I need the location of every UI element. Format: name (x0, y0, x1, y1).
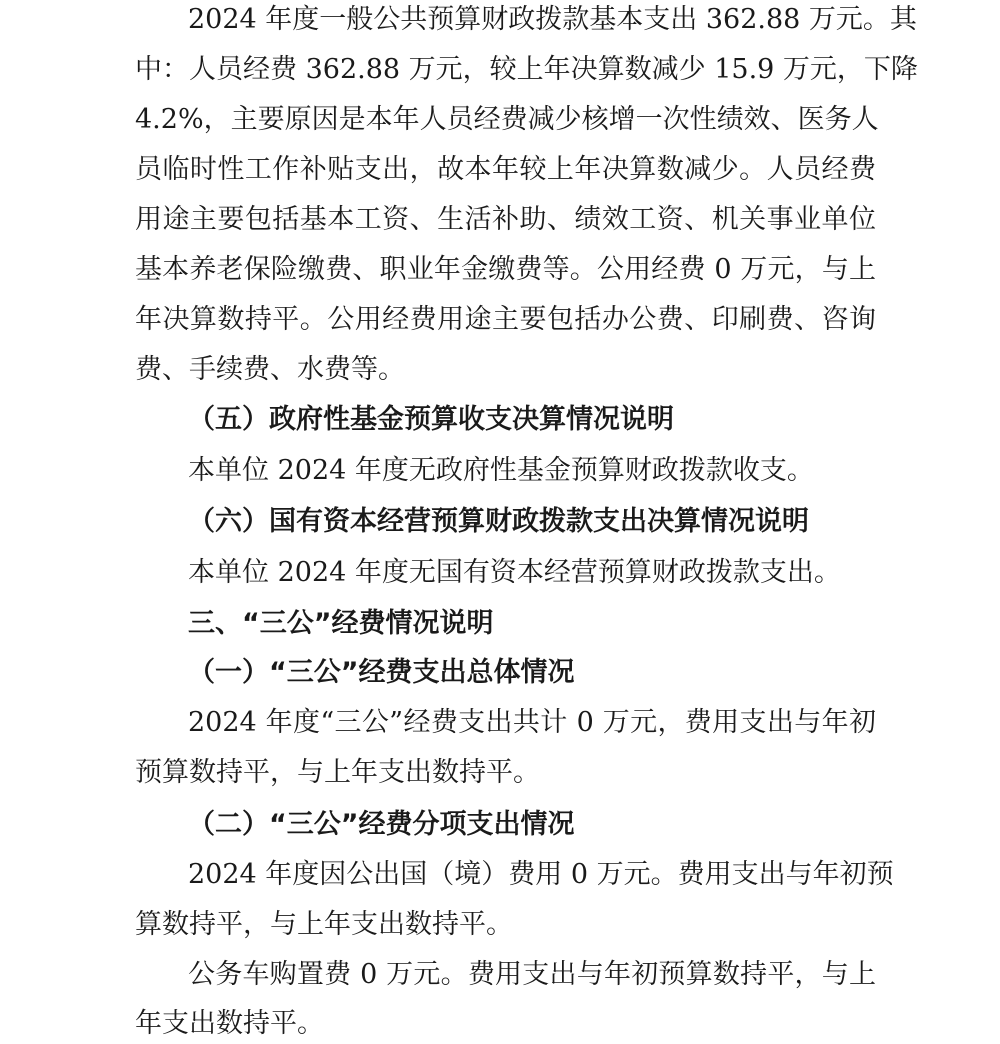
section-heading: （五）政府性基金预算收支决算情况说明 (188, 404, 674, 435)
section-heading: （一）“三公”经费支出总体情况 (188, 657, 575, 688)
paragraph-line: 年支出数持平。 (135, 1008, 324, 1039)
paragraph-line: 基本养老保险缴费、职业年金缴费等。公用经费 0 万元，与上 (135, 254, 876, 285)
paragraph-line: 2024 年度“三公”经费支出共计 0 万元，费用支出与年初 (188, 707, 876, 738)
paragraph-line: 员临时性工作补贴支出，故本年较上年决算数减少。人员经费 (135, 154, 876, 185)
paragraph-line: 4.2%，主要原因是本年人员经费减少核增一次性绩效、医务人 (135, 104, 879, 135)
paragraph-line: 本单位 2024 年度无国有资本经营预算财政拨款支出。 (188, 557, 841, 588)
chapter-heading: 三、“三公”经费情况说明 (188, 608, 494, 639)
section-heading: （二）“三公”经费分项支出情况 (188, 809, 575, 840)
paragraph-line: 2024 年度因公出国（境）费用 0 万元。费用支出与年初预 (188, 859, 894, 890)
paragraph-line: 预算数持平，与上年支出数持平。 (135, 757, 540, 788)
paragraph-line: 用途主要包括基本工资、生活补助、绩效工资、机关事业单位 (135, 204, 876, 235)
paragraph-line: 中：人员经费 362.88 万元，较上年决算数减少 15.9 万元，下降 (135, 54, 918, 85)
paragraph-line: 年决算数持平。公用经费用途主要包括办公费、印刷费、咨询 (135, 304, 876, 335)
section-heading: （六）国有资本经营预算财政拨款支出决算情况说明 (188, 506, 809, 537)
paragraph-line: 公务车购置费 0 万元。费用支出与年初预算数持平，与上 (188, 959, 876, 990)
paragraph-line: 本单位 2024 年度无政府性基金预算财政拨款收支。 (188, 455, 814, 486)
paragraph-line: 算数持平，与上年支出数持平。 (135, 909, 513, 940)
paragraph-line: 费、手续费、水费等。 (135, 354, 405, 385)
paragraph-line: 2024 年度一般公共预算财政拨款基本支出 362.88 万元。其 (188, 4, 917, 35)
